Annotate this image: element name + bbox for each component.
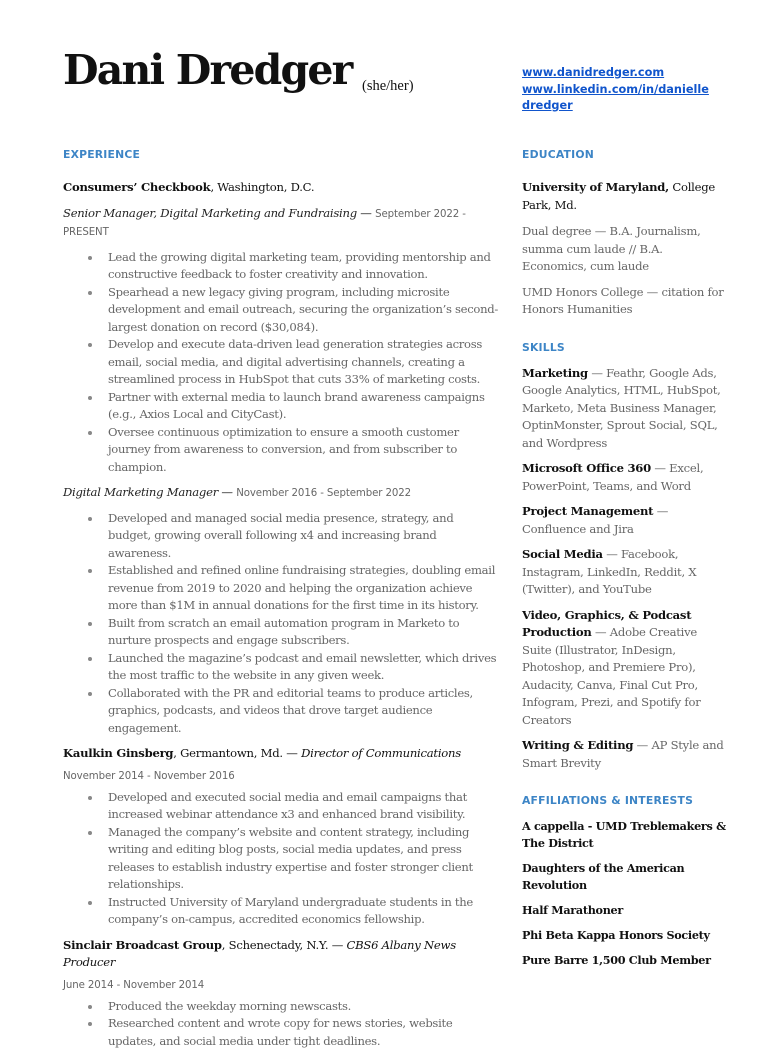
skills-heading: SKILLS — [522, 341, 728, 354]
job-title: Director of Communications — [301, 746, 461, 760]
list-item: Established and refined online fundraising strategies, doubling email revenue from 2019 to 2020 and helping the organization achieve more than $1M in annual donations for the first time in its history. — [108, 562, 499, 615]
skill-separator: — — [603, 547, 621, 561]
job-dates: June 2014 - November 2014 — [63, 980, 499, 991]
resume-name: Dani Dredger — [63, 46, 351, 94]
list-item: Develop and execute data-driven lead generation strategies across email, social media, and digital advertising channels, creating a streamlined process in HubSpot that cuts 33% of marketing costs. — [108, 336, 499, 389]
list-item: Oversee continuous optimization to ensure a smooth customer journey from awareness to conversion, and from subscriber to champion. — [108, 424, 499, 477]
job-bullets — [63, 510, 499, 738]
skill-detail: Confluence and Jira — [522, 522, 634, 536]
list-item: Spearhead a new legacy giving program, including microsite development and email outreach, securing the organization’s second-largest donation on record ($30,084). — [108, 284, 499, 337]
linkedin-link[interactable]: www.linkedin.com/in/danielle — [522, 82, 722, 99]
education-degree: Dual degree — B.A. Journalism, summa cum laude // B.A. Economics, cum laude — [522, 223, 728, 276]
sidebar-column — [522, 148, 728, 969]
skill-separator: — — [651, 461, 669, 475]
skill-item — [522, 546, 728, 599]
list-item: Collaborated with the PR and editorial teams to produce articles, graphics, podcasts, and videos that drove target audience engagement. — [108, 685, 499, 738]
list-item: Launched the magazine’s podcast and email newsletter, which drives the most traffic to the website in any given week. — [108, 650, 499, 685]
skill-item — [522, 365, 728, 453]
job-org: Consumers’ Checkbook — [63, 180, 210, 194]
skill-label: Project Management — [522, 504, 653, 518]
school-name: University of Maryland, — [522, 180, 669, 194]
skill-item — [522, 737, 728, 772]
list-item: Instructed University of Maryland undergraduate students in the company’s on-campus, accredited economics fellowship. — [108, 894, 499, 929]
contact-links — [522, 65, 722, 115]
list-item: Half Marathoner — [522, 902, 728, 919]
job-location: , Germantown, Md. — — [173, 746, 301, 760]
job-org-line — [63, 745, 499, 763]
list-item: Built from scratch an email automation program in Marketo to nurture prospects and engage subscribers. — [108, 615, 499, 650]
skill-separator: — — [592, 625, 610, 639]
education-honors: UMD Honors College — citation for Honors Humanities — [522, 284, 728, 319]
education-heading: EDUCATION — [522, 148, 728, 161]
skill-label: Video, Graphics, & Podcast Production — [522, 608, 691, 640]
skill-label: Microsoft Office 360 — [522, 461, 651, 475]
skill-label: Social Media — [522, 547, 603, 561]
job-org-line — [63, 937, 499, 972]
skill-detail: Adobe Creative Suite (Illustrator, InDesign, Photoshop, and Premiere Pro), Audacity, Canva, Final Cut Pro, Infogram, Prezi, and Spotify for Creators — [522, 625, 701, 727]
job-dates: November 2016 - September 2022 — [236, 488, 411, 499]
job-role-line — [63, 484, 499, 503]
list-item: Produced the weekday morning newscasts. — [108, 998, 499, 1016]
job-org: Sinclair Broadcast Group — [63, 938, 222, 952]
skill-separator: — — [653, 504, 668, 518]
job-title: Digital Marketing Manager — — [63, 485, 233, 499]
list-item: Managed the company’s website and content strategy, including writing and editing blog posts, social media updates, and press releases to establish industry expertise and foster stronger client relationships. — [108, 824, 499, 894]
affiliations-heading: AFFILIATIONS & INTERESTS — [522, 794, 728, 807]
list-item: Partner with external media to launch brand awareness campaigns (e.g., Axios Local and CityCast). — [108, 389, 499, 424]
education-school-line — [522, 179, 728, 214]
job-title: Senior Manager, Digital Marketing and Fundraising — — [63, 206, 372, 220]
job-bullets — [63, 249, 499, 477]
job-title: CBS6 Albany News Producer — [63, 938, 456, 970]
job-dates: November 2014 - November 2016 — [63, 771, 499, 782]
experience-heading: EXPERIENCE — [63, 148, 499, 161]
skill-detail: Feathr, Google Ads, Google Analytics, HTML, HubSpot, Marketo, Meta Business Manager, OptinMonster, Sprout Social, SQL, and Wordpress — [522, 366, 721, 450]
list-item: Pure Barre 1,500 Club Member — [522, 952, 728, 969]
list-item: A cappella - UMD Treblemakers & The District — [522, 818, 728, 852]
skill-separator: — — [588, 366, 606, 380]
skill-detail: AP Style and Smart Brevity — [522, 738, 724, 770]
job-location: , Schenectady, N.Y. — — [222, 938, 347, 952]
skill-item — [522, 460, 728, 495]
list-item: Researched content and wrote copy for news stories, website updates, and social media under tight deadlines. — [108, 1015, 499, 1050]
job-location: , Washington, D.C. — [210, 180, 314, 194]
skill-detail: Facebook, Instagram, LinkedIn, Reddit, X (Twitter), and YouTube — [522, 547, 696, 596]
list-item: Developed and managed social media presence, strategy, and budget, growing overall following x4 and increasing brand awareness. — [108, 510, 499, 563]
skill-detail: Excel, PowerPoint, Teams, and Word — [522, 461, 703, 493]
job-bullets — [63, 789, 499, 929]
experience-section — [63, 148, 499, 1050]
linkedin-link-continued[interactable]: dredger — [522, 98, 722, 115]
school-location: College Park, Md. — [522, 180, 715, 212]
skill-label: Writing & Editing — [522, 738, 633, 752]
list-item: Lead the growing digital marketing team, providing mentorship and constructive feedback to foster creativity and innovation. — [108, 249, 499, 284]
pronouns: (she/her) — [362, 78, 414, 95]
skill-separator: — — [633, 738, 651, 752]
list-item: Phi Beta Kappa Honors Society — [522, 927, 728, 944]
job-org-line — [63, 179, 499, 197]
skill-item — [522, 607, 728, 730]
job-dates: September 2022 - PRESENT — [63, 209, 466, 239]
list-item: Daughters of the American Revolution — [522, 860, 728, 894]
skill-label: Marketing — [522, 366, 588, 380]
job-role-line — [63, 205, 499, 242]
website-link[interactable]: www.danidredger.com — [522, 65, 722, 82]
job-org: Kaulkin Ginsberg — [63, 746, 173, 760]
skill-item — [522, 503, 728, 538]
list-item: Developed and executed social media and email campaigns that increased webinar attendance x3 and enhanced brand visibility. — [108, 789, 499, 824]
